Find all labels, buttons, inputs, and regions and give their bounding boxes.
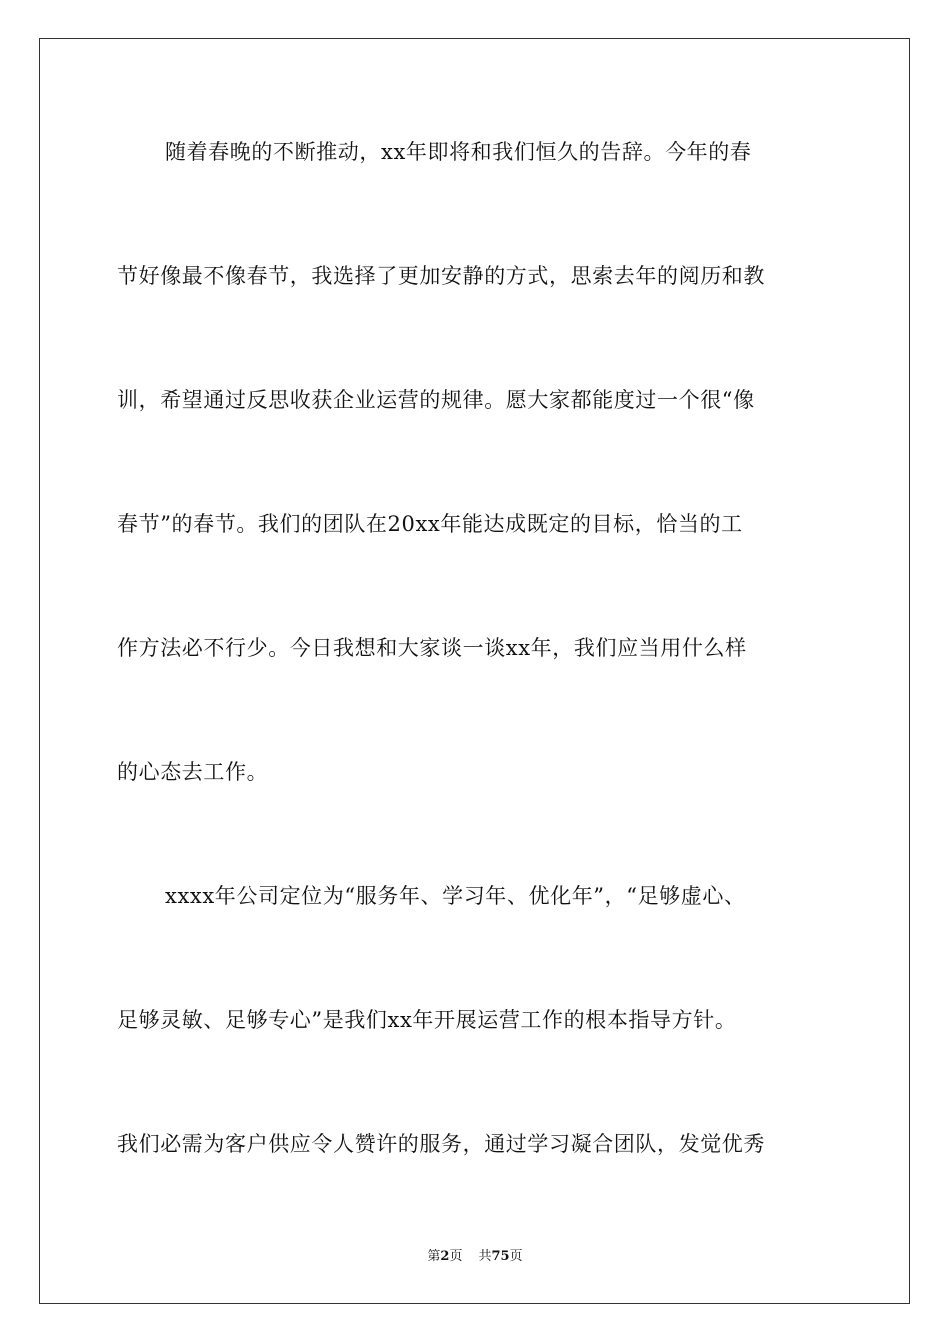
total-pages: 75 [491,1249,510,1264]
paragraph-line-7: xxxx年公司定位为“服务年、学习年、优化年”，“足够虚心、 [165,884,746,908]
total-prefix: 共 [478,1249,492,1264]
paragraph-line-6: 的心态去工作。 [117,760,269,784]
paragraph-line-2: 节好像最不像春节，我选择了更加安静的方式，思索去年的阅历和教 [117,264,765,288]
paragraph-line-4: 春节”的春节。我们的团队在20xx年能达成既定的目标，恰当的工 [117,512,743,536]
paragraph-line-8: 足够灵敏、足够专心”是我们xx年开展运营工作的根本指导方针。 [117,1008,737,1032]
paragraph-line-5: 作方法必不行少。今日我想和大家谈一谈xx年，我们应当用什么样 [117,636,747,660]
page-number: 2 [440,1249,450,1264]
page-footer [0,1248,950,1266]
paragraph-line-1: 随着春晚的不断推动，xx年即将和我们恒久的告辞。今年的春 [165,140,752,164]
page-border [39,38,910,1304]
paragraph-line-3: 训，希望通过反思收获企业运营的规律。愿大家都能度过一个很“像 [117,388,755,412]
paragraph-line-9: 我们必需为客户供应令人赞许的服务，通过学习凝合团队，发觉优秀 [117,1132,765,1156]
page-suffix: 页 [449,1249,463,1264]
page-prefix: 第 [427,1249,441,1264]
total-suffix: 页 [509,1249,523,1264]
